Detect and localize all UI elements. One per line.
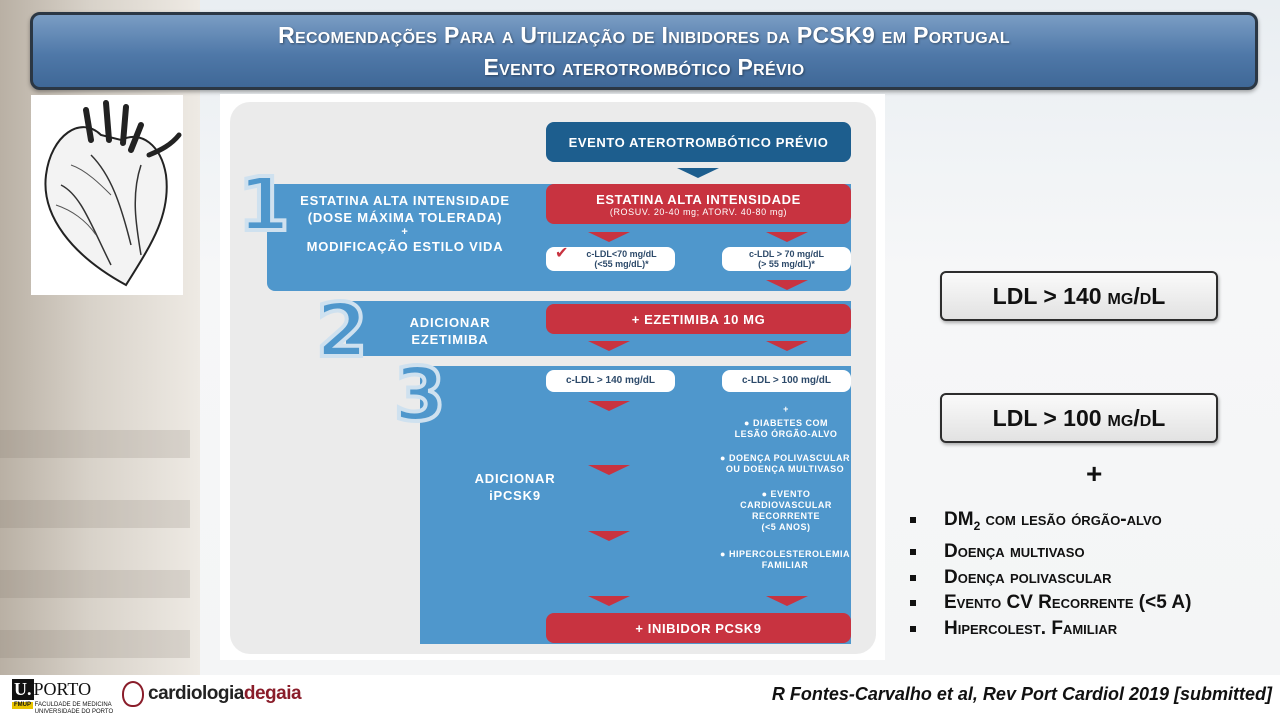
ldl-140-unit: mg/dL	[1107, 282, 1166, 309]
statin-sub: (ROSUV. 20-40 mg; ATORV. 40-80 mg)	[609, 206, 788, 217]
step1-plus: +	[401, 226, 409, 238]
ldl-140-pill: c-LDL > 140 mg/dL	[546, 370, 675, 392]
criteria-item-dm2	[906, 507, 1191, 539]
step3-line2: iPCSK9	[489, 488, 541, 503]
cardiologia-gaia-logo	[122, 681, 301, 707]
criteria-polyvascular	[710, 453, 860, 475]
ldl-140-value: LDL > 140	[992, 282, 1102, 309]
crit4-line2: FAMILIAR	[761, 560, 809, 570]
arrow-down-icon	[588, 341, 630, 351]
crit3-line3: RECORRENTE	[751, 511, 820, 521]
heart-icon	[31, 95, 183, 295]
step1-text	[280, 192, 530, 255]
crit2-line1: ● DOENÇA POLIVASCULAR	[720, 453, 850, 463]
arrow-down-icon	[588, 401, 630, 411]
step2-number: 2	[316, 288, 368, 374]
criteria-plus: +	[783, 404, 789, 414]
slide-title	[30, 12, 1258, 90]
arrow-down-icon	[766, 280, 808, 290]
step2-line1: ADICIONAR	[409, 315, 491, 330]
step3-line1: ADICIONAR	[474, 471, 556, 486]
crit3-line1: ● EVENTO	[761, 489, 811, 499]
criteria-recurrent	[716, 489, 856, 533]
uporto-u: U.	[14, 679, 32, 699]
pill-left-line1: c-LDL<70 mg/dL	[586, 249, 657, 259]
faculty-line1: FACULDADE DE MEDICINA	[34, 702, 112, 708]
dm-text: DM	[944, 509, 974, 530]
ldl-lt70-pill	[546, 247, 675, 271]
step2-text	[370, 314, 530, 348]
plus-sign: +	[1086, 458, 1103, 489]
building-band	[0, 630, 190, 658]
crit3-line2: CARDIOVASCULAR	[740, 500, 832, 510]
crit2-line2: OU DOENÇA MULTIVASO	[725, 464, 845, 474]
cdg-part2: degaia	[243, 683, 302, 704]
ldl-100-pill: c-LDL > 100 mg/dL	[722, 370, 851, 392]
criteria-item-recurrent: Evento CV Recorrente (<5 A)	[906, 590, 1191, 616]
arrow-down-icon	[588, 596, 630, 606]
criteria-diabetes	[716, 418, 856, 440]
uporto-name: PORTO	[33, 679, 92, 699]
step3-number: 3	[394, 352, 446, 438]
criteria-item-fh: Hipercolest. Familiar	[906, 616, 1191, 642]
title-line2: Evento aterotrombótico Prévio	[483, 54, 805, 80]
step3-text	[440, 470, 590, 504]
building-band	[0, 430, 190, 458]
arrow-down-icon	[766, 232, 808, 242]
heart-logo-icon	[122, 681, 144, 707]
crit3-line4: (<5 ANOS)	[761, 522, 811, 532]
step1-number: 1	[238, 162, 290, 248]
uporto-logo	[12, 679, 113, 716]
ldl-100-unit: mg/dL	[1107, 404, 1166, 431]
cdg-part1: cardiologia	[148, 683, 244, 704]
pill-left-line2: (<55 mg/dL)*	[594, 259, 649, 269]
check-icon: ✔	[555, 245, 569, 262]
criteria-item-multivaso: Doença multivaso	[906, 539, 1191, 565]
criteria-fh	[710, 549, 860, 571]
dm-rest: com lesão órgão-alvo	[980, 509, 1162, 530]
ldl-gt70-pill	[722, 247, 851, 271]
arrow-down-icon	[588, 465, 630, 475]
fmup-badge: FMUP	[14, 702, 31, 708]
arrow-down-icon	[766, 596, 808, 606]
criteria-list	[906, 507, 1191, 641]
step1-line3: MODIFICAÇÃO ESTILO VIDA	[306, 239, 504, 254]
faculty-line2: UNIVERSIDADE DO PORTO	[34, 709, 114, 715]
title-line1: Recomendações Para a Utilização de Inibidores da PCSK9 em Portugal	[278, 22, 1010, 48]
pcsk9-box: + INIBIDOR PCSK9	[546, 613, 851, 643]
building-band	[0, 570, 190, 598]
step1-line2: (DOSE MÁXIMA TOLERADA)	[307, 210, 503, 225]
statin-box	[546, 184, 851, 224]
heart-illustration	[31, 95, 183, 295]
ldl-100-box	[940, 393, 1218, 443]
step1-line1: ESTATINA ALTA INTENSIDADE	[300, 193, 510, 208]
statin-title: ESTATINA ALTA INTENSIDADE	[596, 191, 801, 207]
arrow-down-icon	[588, 531, 630, 541]
crit4-line1: ● HIPERCOLESTEROLEMIA	[720, 549, 850, 559]
step2-line2: EZETIMIBA	[411, 332, 489, 347]
arrow-down-icon	[588, 232, 630, 242]
citation: R Fontes-Carvalho et al, Rev Port Cardiol 2019 [submitted]	[771, 684, 1272, 704]
crit1-line1: ● DIABETES COM	[744, 418, 828, 428]
ezetimibe-box: + EZETIMIBA 10 MG	[546, 304, 851, 334]
pill-right-line1: c-LDL > 70 mg/dL	[748, 249, 825, 259]
top-event-box: EVENTO ATEROTROMBÓTICO PRÉVIO	[546, 122, 851, 162]
dm-subscript: 2	[973, 518, 981, 533]
arrow-down-icon	[766, 341, 808, 351]
ldl-100-value: LDL > 100	[992, 404, 1102, 431]
ldl-140-box	[940, 271, 1218, 321]
criteria-item-polivascular: Doença polivascular	[906, 565, 1191, 591]
building-band	[0, 500, 190, 528]
arrow-down-icon	[677, 168, 719, 178]
crit1-line2: LESÃO ÓRGÃO-ALVO	[734, 429, 838, 439]
pill-right-line2: (> 55 mg/dL)*	[758, 259, 815, 269]
